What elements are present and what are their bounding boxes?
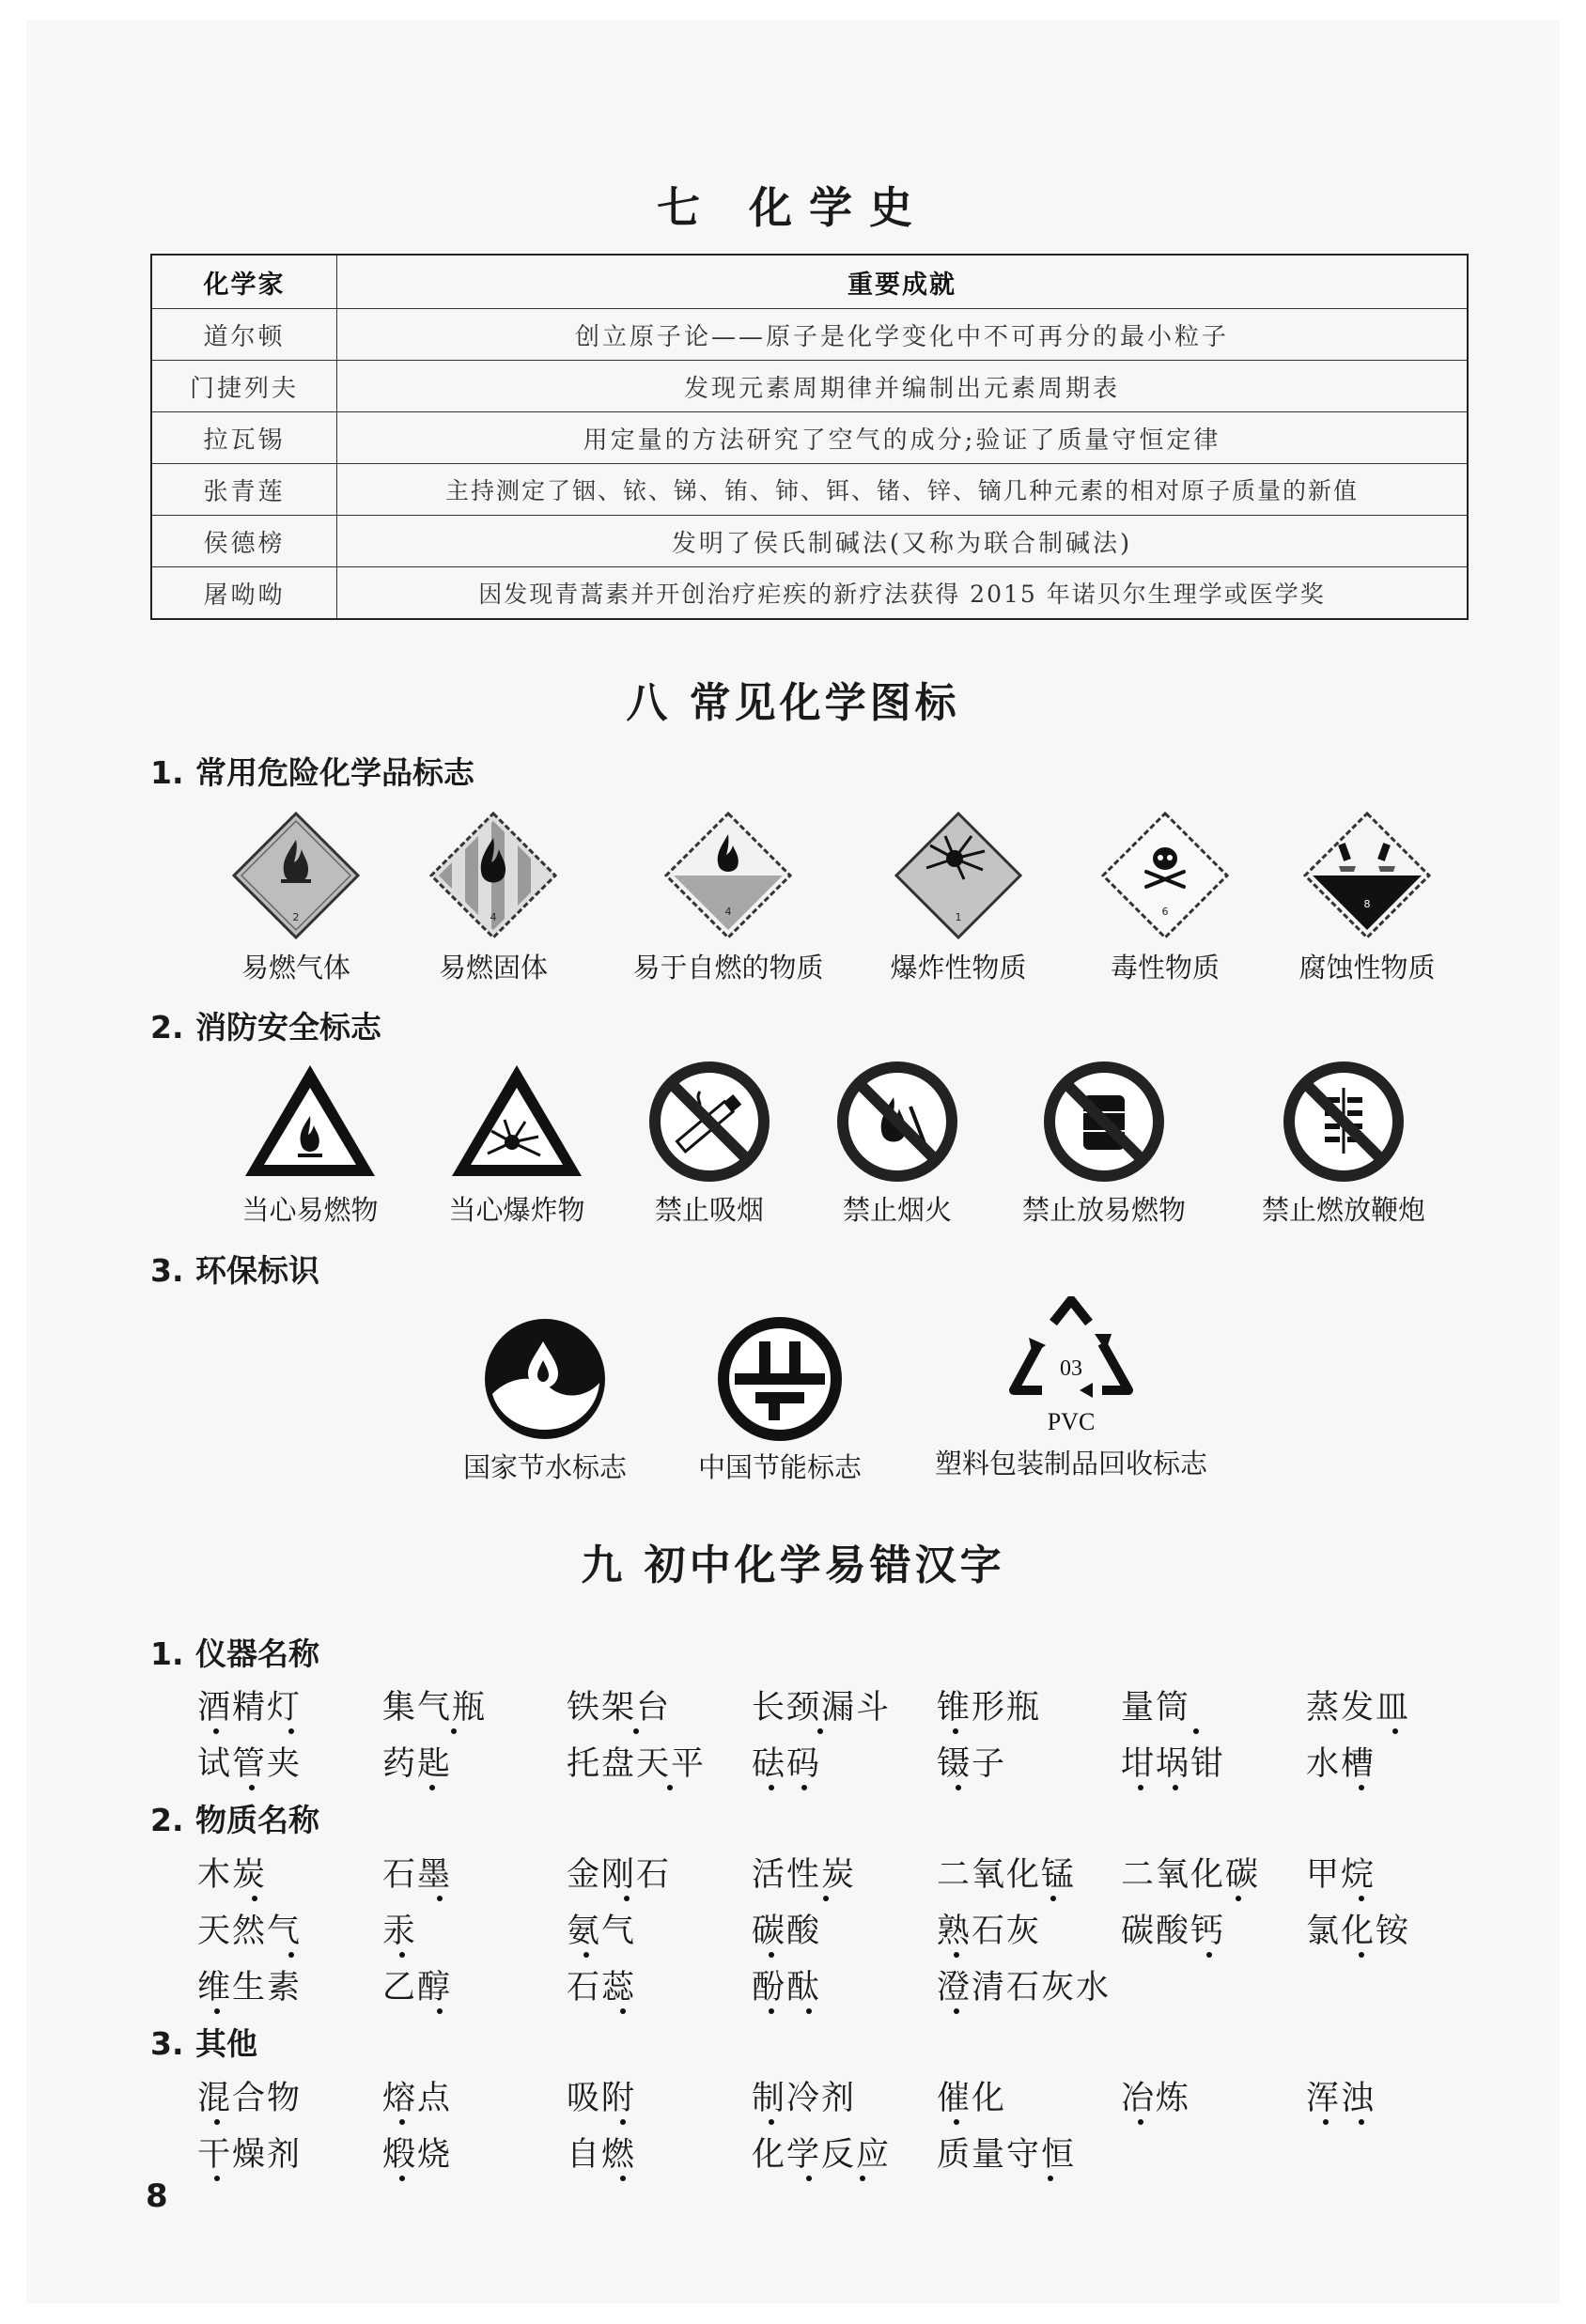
subsection-number: 2. (150, 1009, 184, 1046)
vocab-word: 熔点 (382, 2080, 453, 2117)
achievement: 主持测定了铟、铱、锑、铕、铈、铒、锗、锌、镝几种元素的相对原子质量的新值 (337, 464, 1469, 516)
vocab-word: 二氧化碳 (1121, 1856, 1261, 1894)
subsection-number: 1. (150, 1635, 184, 1672)
achievement: 因发现青蒿素并开创治疗疟疾的新疗法获得 2015 年诺贝尔生理学或医学奖 (337, 567, 1469, 620)
sign-label: 塑料包装制品回收标志 (934, 1448, 1207, 1480)
sign-label: 禁止吸烟 (654, 1194, 764, 1226)
achievement: 创立原子论——原子是化学变化中不可再分的最小粒子 (337, 309, 1469, 361)
achievement: 发现元素周期律并编制出元素周期表 (337, 361, 1469, 412)
corrosive-diamond-icon (1301, 810, 1433, 941)
emphasis-dot (252, 1896, 257, 1901)
subsection-dangerous-title (150, 749, 474, 793)
chemist-name: 屠呦呦 (151, 567, 337, 620)
sign-water-saving (446, 1317, 644, 1485)
sign-explosive (879, 810, 1038, 985)
emphasis-dot (1138, 2119, 1143, 2125)
emphasis-dot (633, 1728, 639, 1734)
section-8-title: 八 常见化学图标 (626, 679, 960, 727)
vocab-word: 自燃 (567, 2136, 637, 2174)
emphasis-dot (620, 2176, 626, 2181)
vocab-word: 质量守恒 (937, 2136, 1077, 2174)
flammable-warning-triangle-icon (240, 1060, 381, 1184)
sign-label: 易燃固体 (438, 952, 548, 984)
vocab-word: 二氧化锰 (937, 1856, 1077, 1894)
subsection-label: 环保标识 (195, 1252, 319, 1289)
sign-label: 禁止烟火 (842, 1194, 952, 1226)
emphasis-dot (288, 1952, 294, 1958)
recycling-code: 03 (1060, 1356, 1082, 1381)
subsection-fire-safety-title (150, 1003, 381, 1047)
subsection-label: 仪器名称 (195, 1635, 319, 1672)
col-header-achievement: 重要成就 (337, 255, 1469, 309)
section-7-title: 七 化学史 (656, 182, 929, 233)
emphasis-dot (620, 2008, 626, 2014)
emphasis-dot (1359, 1785, 1364, 1790)
emphasis-dot (437, 1896, 443, 1901)
sign-no-smoking (639, 1060, 780, 1228)
subsection-instruments-title (150, 1630, 319, 1674)
sign-label: 中国节能标志 (697, 1451, 862, 1483)
sign-label: 爆炸性物质 (890, 952, 1027, 984)
sign-no-flammables (1010, 1060, 1198, 1228)
emphasis-dot (769, 1952, 774, 1958)
vocab-word: 甲烷 (1306, 1856, 1376, 1894)
vocab-word: 木炭 (197, 1856, 268, 1894)
vocab-word: 混合物 (197, 2080, 303, 2117)
chemist-name: 侯德榜 (151, 516, 337, 567)
emphasis-dot (213, 1728, 219, 1734)
page-number: 8 (146, 2177, 168, 2215)
table-row (151, 309, 1468, 361)
emphasis-dot (769, 2008, 774, 2014)
emphasis-dot (956, 1785, 961, 1790)
vocab-word: 量筒 (1121, 1689, 1191, 1727)
table-row (151, 361, 1468, 412)
sign-label: 国家节水标志 (462, 1451, 627, 1483)
vocab-word: 坩埚钳 (1121, 1745, 1226, 1783)
emphasis-dot (249, 1785, 255, 1790)
emphasis-dot (953, 1728, 958, 1734)
vocab-word: 锥形瓶 (937, 1689, 1042, 1727)
subsection-number: 3. (150, 1252, 184, 1289)
flammable-gas-diamond-icon (230, 810, 362, 941)
vocab-word: 熟石灰 (937, 1913, 1042, 1950)
vocab-word: 石墨 (382, 1856, 453, 1894)
emphasis-dot (1359, 1896, 1364, 1901)
chemist-name: 门捷列夫 (151, 361, 337, 412)
emphasis-dot (801, 1785, 807, 1790)
vocab-word: 澄清石灰水 (937, 1969, 1112, 2006)
subsection-others-title (150, 2020, 257, 2064)
sign-toxic (1090, 810, 1240, 985)
emphasis-dot (1138, 1785, 1143, 1790)
table-row (151, 567, 1468, 620)
sign-corrosive (1283, 810, 1452, 985)
class-number: 1 (955, 911, 962, 923)
vocab-word: 金刚石 (567, 1856, 672, 1894)
emphasis-dot (1323, 2119, 1329, 2125)
emphasis-dot (214, 2119, 220, 2125)
flammable-solid-diamond-icon (428, 810, 559, 941)
vocab-word: 水槽 (1306, 1745, 1376, 1783)
vocab-word: 汞 (382, 1913, 418, 1950)
emphasis-dot (806, 2008, 812, 2014)
vocab-word: 吸附 (567, 2080, 637, 2117)
emphasis-dot (954, 2008, 959, 2014)
spontaneous-combustion-diamond-icon (662, 810, 794, 941)
vocab-word: 药匙 (382, 1745, 453, 1783)
no-firecrackers-sign-icon (1282, 1060, 1406, 1184)
table-row (151, 516, 1468, 567)
emphasis-dot (823, 1896, 829, 1901)
emphasis-dot (1050, 1896, 1056, 1901)
emphasis-dot (1359, 2119, 1364, 2125)
emphasis-dot (429, 1785, 435, 1790)
emphasis-dot (1206, 1952, 1212, 1958)
no-open-flame-sign-icon (835, 1060, 959, 1184)
sign-label: 易燃气体 (241, 952, 350, 984)
subsection-number: 1. (150, 754, 184, 791)
sign-label: 当心易燃物 (241, 1194, 379, 1226)
sign-plastic-recycling (916, 1296, 1226, 1481)
vocab-word: 铁架台 (567, 1689, 672, 1727)
vocab-word: 制冷剂 (752, 2080, 857, 2117)
vocab-word: 催化 (937, 2080, 1007, 2117)
chemist-name: 拉瓦锡 (151, 412, 337, 464)
vocab-word: 石蕊 (567, 1969, 637, 2006)
table-header-row (151, 255, 1468, 309)
emphasis-dot (399, 1952, 405, 1958)
emphasis-dot (399, 2119, 405, 2125)
table-row (151, 412, 1468, 464)
explosive-warning-triangle-icon (446, 1060, 587, 1184)
vocab-word: 蒸发皿 (1306, 1689, 1411, 1727)
emphasis-dot (954, 2119, 959, 2125)
emphasis-dot (214, 2176, 220, 2181)
class-number: 8 (1363, 898, 1371, 910)
vocab-word: 氨气 (567, 1913, 637, 1950)
vocab-word: 活性炭 (752, 1856, 857, 1894)
vocab-word: 长颈漏斗 (752, 1689, 892, 1727)
emphasis-dot (437, 2008, 443, 2014)
vocab-word: 碳酸钙 (1121, 1913, 1226, 1950)
subsection-number: 3. (150, 2025, 184, 2062)
emphasis-dot (1173, 1785, 1178, 1790)
vocab-word: 冶炼 (1121, 2080, 1191, 2117)
sign-no-firecrackers (1250, 1060, 1438, 1228)
vocab-word: 干燥剂 (197, 2136, 303, 2174)
subsection-substances-title (150, 1796, 319, 1840)
toxic-diamond-icon (1099, 810, 1231, 941)
vocab-word: 氯化铵 (1306, 1913, 1411, 1950)
emphasis-dot (1048, 2176, 1053, 2181)
chemistry-history-table (150, 254, 1469, 620)
subsection-label: 物质名称 (195, 1802, 319, 1838)
vocab-word: 砝码 (752, 1745, 822, 1783)
emphasis-dot (583, 1952, 589, 1958)
emphasis-dot (214, 2008, 220, 2014)
sign-label: 禁止放易燃物 (1021, 1194, 1186, 1226)
vocab-word: 托盘天平 (567, 1745, 707, 1783)
energy-saving-logo-icon (718, 1317, 842, 1441)
chemist-name: 张青莲 (151, 464, 337, 516)
vocab-word: 维生素 (197, 1969, 303, 2006)
emphasis-dot (288, 1728, 294, 1734)
emphasis-dot (860, 2176, 865, 2181)
vocab-word: 浑浊 (1306, 2080, 1376, 2117)
subsection-environment-title (150, 1247, 319, 1291)
class-number: 4 (724, 906, 732, 918)
sign-caution-flammable (230, 1060, 390, 1228)
emphasis-dot (624, 1896, 630, 1901)
class-number: 2 (292, 911, 300, 923)
emphasis-dot (451, 1728, 457, 1734)
sign-label: 当心爆炸物 (448, 1194, 585, 1226)
sign-spontaneous-combustion (625, 810, 832, 985)
sign-label: 禁止燃放鞭炮 (1261, 1194, 1425, 1226)
subsection-label: 其他 (195, 2025, 257, 2062)
emphasis-dot (817, 1728, 823, 1734)
emphasis-dot (667, 1785, 673, 1790)
sign-label: 毒性物质 (1110, 952, 1220, 984)
emphasis-dot (1392, 1728, 1398, 1734)
achievement: 发明了侯氏制碱法(又称为联合制碱法) (337, 516, 1469, 567)
vocab-word: 天然气 (197, 1913, 303, 1950)
class-number: 4 (490, 911, 497, 923)
sign-label: 易于自燃的物质 (632, 952, 824, 984)
vocab-word: 集气瓶 (382, 1689, 488, 1727)
emphasis-dot (620, 2119, 626, 2125)
emphasis-dot (769, 2119, 774, 2125)
no-smoking-sign-icon (647, 1060, 771, 1184)
vocab-word: 试管夹 (197, 1745, 303, 1783)
vocab-word: 乙醇 (382, 1969, 453, 2006)
sign-label: 腐蚀性物质 (1298, 952, 1436, 984)
vocab-word: 碳酸 (752, 1913, 822, 1950)
recycling-material: PVC (1047, 1408, 1096, 1435)
explosive-diamond-icon (893, 810, 1024, 941)
col-header-chemist: 化学家 (151, 255, 337, 309)
sign-no-open-flame (827, 1060, 968, 1228)
emphasis-dot (1193, 1728, 1199, 1734)
sign-caution-explosive (437, 1060, 597, 1228)
vocab-word: 煅烧 (382, 2136, 453, 2174)
chemist-name: 道尔顿 (151, 309, 337, 361)
vocab-word: 镊子 (937, 1745, 1007, 1783)
water-saving-logo-icon (483, 1317, 607, 1441)
vocab-word: 酒精灯 (197, 1689, 303, 1727)
table-row (151, 464, 1468, 516)
class-number: 6 (1161, 906, 1169, 918)
subsection-label: 消防安全标志 (195, 1009, 381, 1046)
emphasis-dot (806, 2176, 812, 2181)
emphasis-dot (1236, 1896, 1241, 1901)
plastic-recycling-logo-icon (1001, 1296, 1142, 1437)
emphasis-dot (399, 2176, 405, 2181)
section-9-title: 九 初中化学易错汉字 (581, 1542, 1005, 1589)
achievement: 用定量的方法研究了空气的成分;验证了质量守恒定律 (337, 412, 1469, 464)
no-flammables-sign-icon (1042, 1060, 1166, 1184)
subsection-label: 常用危险化学品标志 (195, 754, 474, 791)
vocab-word: 化学反应 (752, 2136, 892, 2174)
subsection-number: 2. (150, 1802, 184, 1838)
emphasis-dot (769, 1785, 774, 1790)
vocab-word: 酚酞 (752, 1969, 822, 2006)
sign-energy-saving (681, 1317, 879, 1485)
sign-flammable-solid (418, 810, 568, 985)
emphasis-dot (954, 1952, 959, 1958)
emphasis-dot (1359, 1952, 1364, 1958)
sign-flammable-gas (221, 810, 371, 985)
